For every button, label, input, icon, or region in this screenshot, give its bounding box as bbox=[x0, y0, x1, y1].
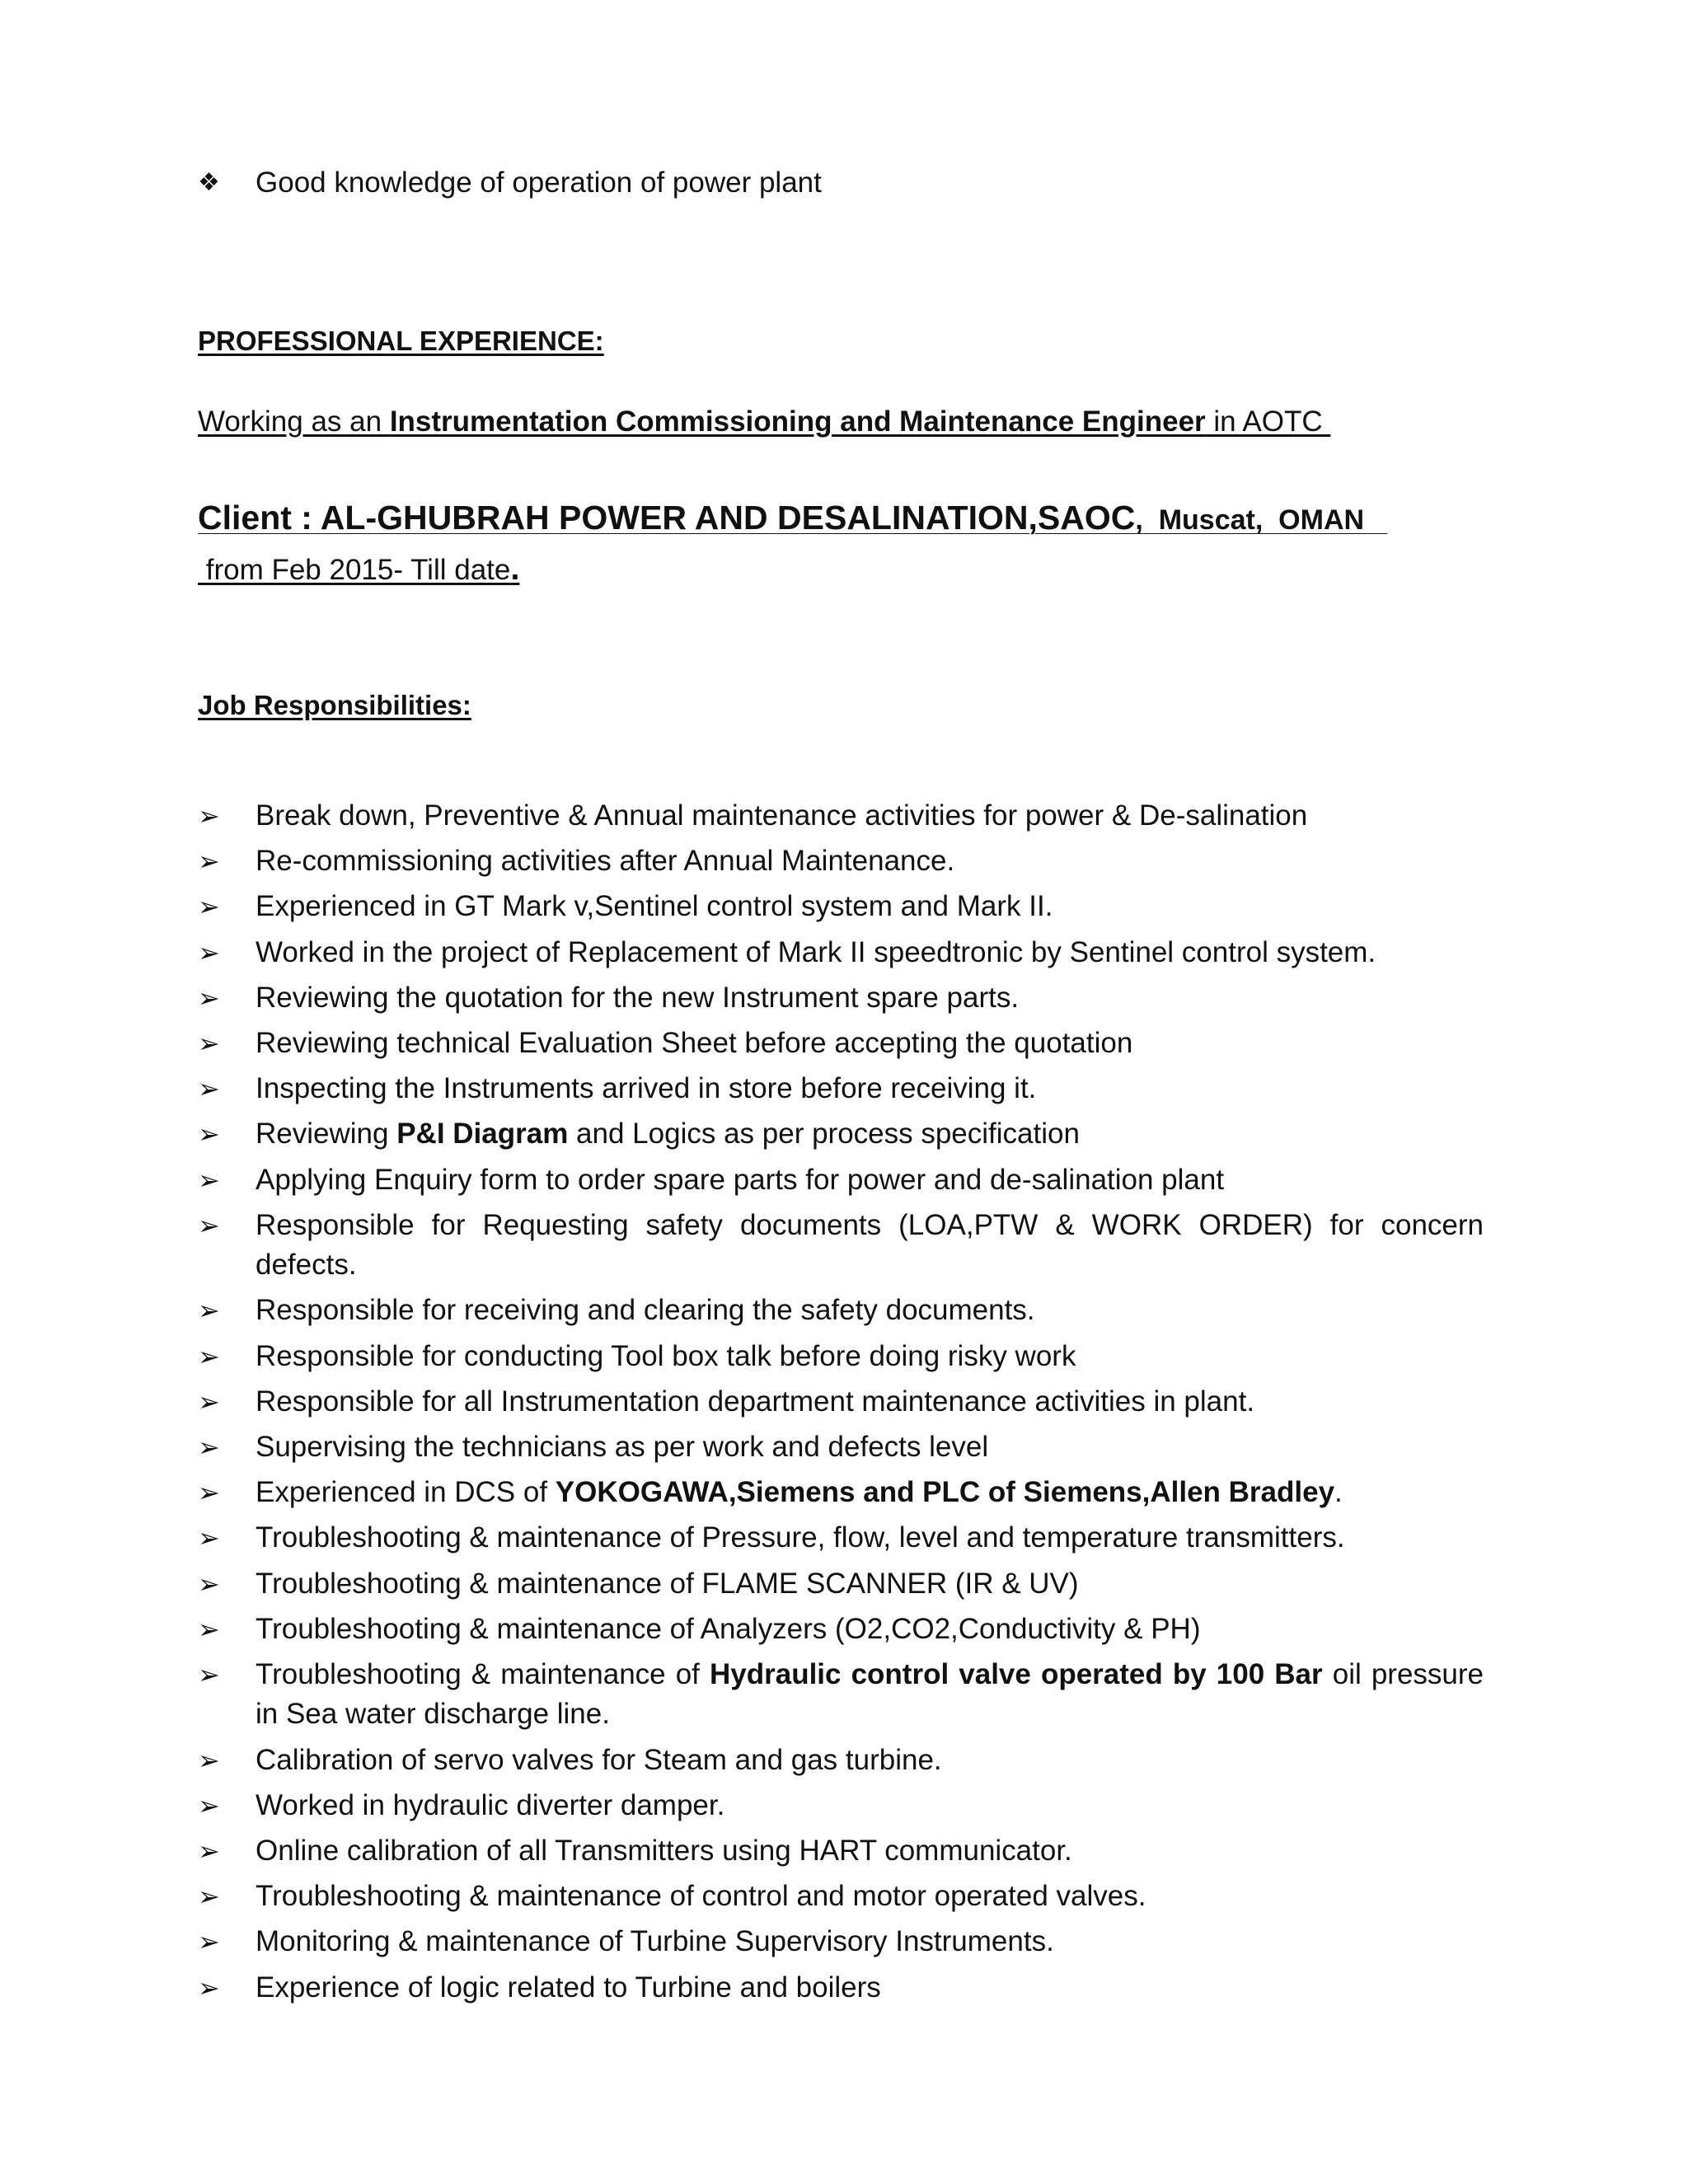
text-segment: Monitoring & maintenance of Turbine Supervisory Instruments. bbox=[256, 1925, 1054, 1958]
list-item bbox=[198, 1655, 1484, 1735]
text-segment: Troubleshooting & maintenance of bbox=[256, 1657, 710, 1690]
list-item bbox=[198, 1024, 1484, 1064]
list-item-text bbox=[256, 1968, 1484, 2008]
arrow-bullet-icon: ➢ bbox=[198, 1745, 220, 1775]
client-name: Client : AL-GHUBRAH POWER AND DESALINATION,SAOC bbox=[198, 499, 1136, 537]
diamond-bullet-icon: ❖ bbox=[198, 169, 220, 196]
text-segment: . bbox=[1334, 1476, 1343, 1509]
list-item bbox=[198, 1069, 1484, 1109]
intro-bullet bbox=[198, 163, 822, 203]
text-segment: Experience of logic related to Turbine and boilers bbox=[256, 1971, 881, 2004]
arrow-bullet-icon: ➢ bbox=[198, 801, 220, 831]
text-segment: Responsible for conducting Tool box talk before doing risky work bbox=[256, 1339, 1076, 1372]
text-segment: Break down, Preventive & Annual maintenance activities for power & De-salination bbox=[256, 799, 1308, 832]
responsibilities-list bbox=[198, 796, 1484, 2013]
client-separator: , bbox=[1135, 504, 1143, 536]
list-item-text bbox=[256, 1024, 1484, 1064]
list-item bbox=[198, 1786, 1484, 1826]
text-segment: Responsible for all Instrumentation department maintenance activities in plant. bbox=[256, 1385, 1255, 1418]
text-segment: Responsible for receiving and clearing the safety documents. bbox=[256, 1294, 1035, 1327]
arrow-bullet-icon: ➢ bbox=[198, 846, 220, 877]
list-item-text bbox=[256, 796, 1484, 837]
text-segment: Experienced in GT Mark v,Sentinel control system and Mark II. bbox=[256, 890, 1053, 923]
list-item-text bbox=[256, 1786, 1484, 1826]
client-location: Muscat, OMAN bbox=[1142, 504, 1388, 536]
intro-bullet-text: Good knowledge of operation of power plant bbox=[256, 166, 822, 199]
professional-experience-heading: PROFESSIONAL EXPERIENCE: bbox=[198, 326, 604, 356]
list-item bbox=[198, 978, 1484, 1019]
list-item-text bbox=[256, 887, 1484, 927]
list-item bbox=[198, 1518, 1484, 1558]
list-item bbox=[198, 1610, 1484, 1650]
arrow-bullet-icon: ➢ bbox=[198, 1028, 220, 1058]
list-item bbox=[198, 1160, 1484, 1201]
list-item bbox=[198, 1206, 1484, 1286]
list-item-text bbox=[256, 1427, 1484, 1468]
list-item bbox=[198, 887, 1484, 927]
list-item bbox=[198, 1291, 1484, 1331]
list-item-text bbox=[256, 1337, 1484, 1377]
arrow-bullet-icon: ➢ bbox=[198, 1835, 220, 1866]
arrow-bullet-icon: ➢ bbox=[198, 1927, 220, 1957]
list-item-text bbox=[256, 841, 1484, 882]
arrow-bullet-icon: ➢ bbox=[198, 892, 220, 922]
list-item-text bbox=[256, 1291, 1484, 1331]
working-suffix: in AOTC bbox=[1205, 405, 1331, 438]
arrow-bullet-icon: ➢ bbox=[198, 1790, 220, 1821]
employment-period bbox=[198, 551, 519, 588]
text-segment: Reviewing bbox=[256, 1118, 397, 1151]
list-item bbox=[198, 933, 1484, 973]
text-segment: Supervising the technicians as per work and defects level bbox=[256, 1430, 989, 1463]
bold-text: YOKOGAWA,Siemens and PLC of Siemens,Allen Bradley bbox=[555, 1476, 1335, 1509]
text-segment: and Logics as per process specification bbox=[568, 1118, 1080, 1151]
arrow-bullet-icon: ➢ bbox=[198, 937, 220, 968]
list-item-text bbox=[256, 1518, 1484, 1558]
text-segment: Reviewing the quotation for the new Instrument spare parts. bbox=[256, 981, 1020, 1014]
arrow-bullet-icon: ➢ bbox=[198, 1568, 220, 1599]
period-text: from Feb 2015- Till date bbox=[198, 554, 511, 586]
text-segment: Re-commissioning activities after Annual Maintenance. bbox=[256, 845, 955, 878]
period-end: . bbox=[510, 551, 520, 587]
arrow-bullet-icon: ➢ bbox=[198, 1523, 220, 1554]
text-segment: Online calibration of all Transmitters using HART communicator. bbox=[256, 1834, 1072, 1867]
arrow-bullet-icon: ➢ bbox=[198, 1614, 220, 1644]
text-segment: Troubleshooting & maintenance of FLAME SCANNER (IR & UV) bbox=[256, 1567, 1079, 1600]
text-segment: Troubleshooting & maintenance of Analyzers (O2,CO2,Conductivity & PH) bbox=[256, 1612, 1201, 1645]
list-item-text bbox=[256, 1610, 1484, 1650]
text-segment: Troubleshooting & maintenance of Pressure, flow, level and temperature transmitters. bbox=[256, 1521, 1345, 1554]
working-role: Instrumentation Commissioning and Maintenance Engineer bbox=[389, 405, 1206, 438]
list-item-text bbox=[256, 1206, 1484, 1286]
list-item bbox=[198, 1968, 1484, 2008]
text-segment: Worked in the project of Replacement of Mark II speedtronic by Sentinel control system. bbox=[256, 935, 1376, 968]
text-segment: Experienced in DCS of bbox=[256, 1476, 556, 1509]
list-item bbox=[198, 1877, 1484, 1917]
list-item bbox=[198, 1741, 1484, 1781]
list-item bbox=[198, 1382, 1484, 1422]
arrow-bullet-icon: ➢ bbox=[198, 1210, 220, 1240]
text-segment: Calibration of servo valves for Steam and gas turbine. bbox=[256, 1743, 942, 1776]
list-item-text bbox=[256, 1741, 1484, 1781]
list-item-text bbox=[256, 1114, 1484, 1155]
list-item-text bbox=[256, 1069, 1484, 1109]
list-item-text bbox=[256, 1877, 1484, 1917]
bold-text: Hydraulic control valve operated by 100 Bar bbox=[710, 1657, 1323, 1690]
text-segment: oil pressure in Sea water discharge line. bbox=[256, 1657, 1484, 1731]
text-segment: Responsible for Requesting safety documents (LOA,PTW & WORK ORDER) for concern defects. bbox=[256, 1208, 1484, 1282]
text-segment: Inspecting the Instruments arrived in store before receiving it. bbox=[256, 1072, 1037, 1105]
list-item bbox=[198, 1337, 1484, 1377]
client-line bbox=[198, 499, 1387, 537]
list-item bbox=[198, 796, 1484, 837]
arrow-bullet-icon: ➢ bbox=[198, 1659, 220, 1690]
text-segment: Worked in hydraulic diverter damper. bbox=[256, 1788, 725, 1821]
arrow-bullet-icon: ➢ bbox=[198, 1386, 220, 1417]
list-item-text bbox=[256, 933, 1484, 973]
arrow-bullet-icon: ➢ bbox=[198, 1074, 220, 1104]
arrow-bullet-icon: ➢ bbox=[198, 1432, 220, 1462]
text-segment: Troubleshooting & maintenance of control and motor operated valves. bbox=[256, 1880, 1146, 1913]
bold-text: P&I Diagram bbox=[396, 1118, 569, 1151]
list-item bbox=[198, 1473, 1484, 1513]
list-item bbox=[198, 1564, 1484, 1605]
list-item bbox=[198, 1922, 1484, 1962]
list-item bbox=[198, 841, 1484, 882]
list-item-text bbox=[256, 1564, 1484, 1605]
list-item-text bbox=[256, 1655, 1484, 1735]
arrow-bullet-icon: ➢ bbox=[198, 1478, 220, 1508]
working-prefix: Working as an bbox=[198, 405, 390, 438]
list-item bbox=[198, 1831, 1484, 1872]
list-item bbox=[198, 1427, 1484, 1468]
arrow-bullet-icon: ➢ bbox=[198, 1119, 220, 1150]
arrow-bullet-icon: ➢ bbox=[198, 1165, 220, 1195]
arrow-bullet-icon: ➢ bbox=[198, 982, 220, 1013]
arrow-bullet-icon: ➢ bbox=[198, 1882, 220, 1912]
list-item-text bbox=[256, 1160, 1484, 1201]
list-item-text bbox=[256, 978, 1484, 1019]
list-item-text bbox=[256, 1473, 1484, 1513]
job-responsibilities-heading: Job Responsibilities: bbox=[198, 690, 471, 720]
text-segment: Applying Enquiry form to order spare parts for power and de-salination plant bbox=[256, 1163, 1225, 1196]
list-item-text bbox=[256, 1922, 1484, 1962]
arrow-bullet-icon: ➢ bbox=[198, 1972, 220, 2003]
list-item-text bbox=[256, 1831, 1484, 1872]
text-segment: Reviewing technical Evaluation Sheet before accepting the quotation bbox=[256, 1026, 1133, 1059]
arrow-bullet-icon: ➢ bbox=[198, 1341, 220, 1371]
list-item bbox=[198, 1114, 1484, 1155]
list-item-text bbox=[256, 1382, 1484, 1422]
arrow-bullet-icon: ➢ bbox=[198, 1296, 220, 1326]
working-as-line bbox=[198, 405, 1330, 438]
